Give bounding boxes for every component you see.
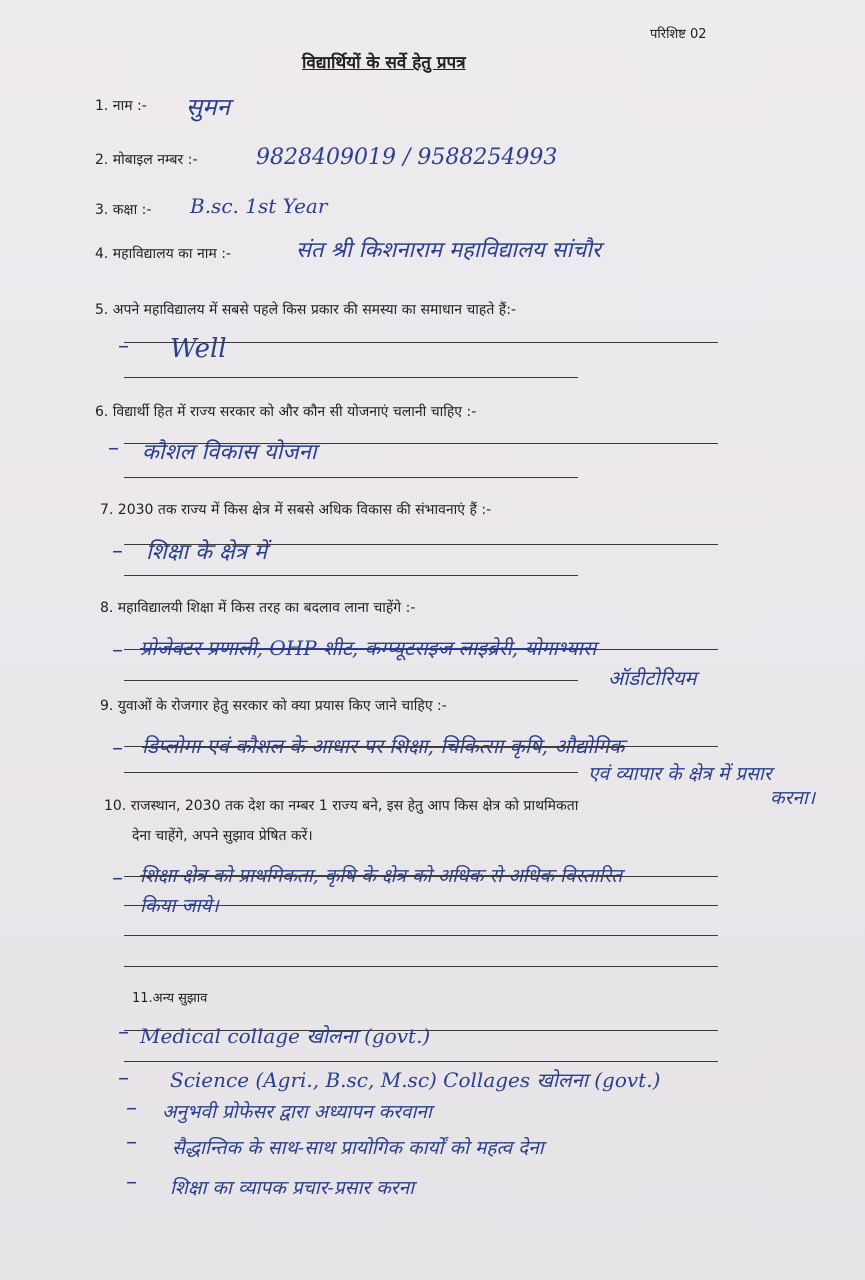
q10-label-line-1: 10. राजस्थान, 2030 तक देश का नम्बर 1 राज्य बने, इस हेतु आप किस क्षेत्र को प्राथमिकता [104,798,579,814]
q11-dash-4: – [126,1130,137,1155]
q10-answer-line-2 [124,905,718,906]
q6-answer-line-1 [124,443,718,444]
q8-answer-line-1 [124,649,718,650]
q10-label-line-2: देना चाहेंगे, अपने सुझाव प्रेषित करें। [132,828,313,844]
q10-dash: – [112,866,123,891]
q5-dash: – [118,334,129,359]
q5-answer-line-2 [124,377,578,378]
q8-answer: प्रोजेक्टर प्रणाली, OHP शीट, कम्प्यूटराइज लाइब्रेरी, योगाभ्यास [140,636,597,660]
q8-label: 8. महाविद्यालयी शिक्षा में किस तरह का बदलाव लाना चाहेंगे :- [100,600,416,616]
q11-label: 11.अन्य सुझाव [132,991,208,1006]
q6-label: 6. विद्यार्थी हित में राज्य सरकार को और कौन सी योजनाएं चलानी चाहिए :- [95,404,477,420]
q11-answer-1: Medical collage खोलना (govt.) [140,1024,431,1048]
q2-label: 2. मोबाइल नम्बर :- [95,152,198,168]
q6-answer: कौशल विकास योजना [142,440,317,465]
q5-label: 5. अपने महाविद्यालय में सबसे पहले किस प्रकार की समस्या का समाधान चाहते हैं:- [95,302,516,318]
q9-dash: – [112,736,123,761]
q1-label: 1. नाम :- [95,98,147,114]
q9-answer-line-1 [124,746,718,747]
q11-answer-3: अनुभवी प्रोफेसर द्वारा अध्यापन करवाना [162,1101,432,1123]
q4-label: 4. महाविद्यालय का नाम :- [95,246,231,262]
q8-answer-line-2 [124,680,578,681]
q3-label: 3. कक्षा :- [95,202,152,218]
q9-answer-line-2 [124,772,578,773]
q9-label: 9. युवाओं के रोजगार हेतु सरकार को क्या प्रयास किए जाने चाहिए :- [100,698,447,714]
form-title: विद्यार्थियों के सर्वे हेतु प्रपत्र [302,53,466,73]
q7-answer-line-2 [124,575,578,576]
q4-answer: संत श्री किशनाराम महाविद्यालय सांचौर [296,238,601,263]
q11-dash-3: – [126,1096,137,1121]
q5-answer: Well [170,334,227,364]
q10-answer-line-4 [124,966,718,967]
q7-answer: शिक्षा के क्षेत्र में [146,540,268,565]
q9-answer-continuation-1: एवं व्यापार के क्षेत्र में प्रसार [588,763,772,785]
q6-dash: – [108,436,119,461]
q11-answer-5: शिक्षा का व्यापक प्रचार-प्रसार करना [170,1177,415,1199]
q8-dash: – [112,638,123,663]
q11-answer-2: Science (Agri., B.sc, M.sc) Collages खोलना (govt.) [170,1068,661,1092]
q6-answer-line-2 [124,477,578,478]
q1-answer: सुमन [186,93,230,121]
q9-answer-continuation-2: करना। [770,787,816,809]
q7-label: 7. 2030 तक राज्य में किस क्षेत्र में सबसे अधिक विकास की संभावनाएं हैं :- [100,502,492,518]
q10-answer-line-1 [124,876,718,877]
q11-dash-5: – [126,1170,137,1195]
q8-answer-continuation: ऑडीटोरियम [608,666,697,690]
q11-answer-line-2 [124,1061,718,1062]
q10-answer-continuation: किया जाये। [140,895,219,917]
q5-answer-line-1 [124,342,718,343]
q7-answer-line-1 [124,544,718,545]
q11-dash-2: – [118,1066,129,1091]
q10-answer: शिक्षा क्षेत्र को प्राथमिकता, कृषि के क्षेत्र को अधिक से अधिक विस्तारित [140,865,623,887]
q2-answer: 9828409019 / 9588254993 [256,145,558,170]
q9-answer: डिप्लोमा एवं कौशल के आधार पर शिक्षा, चिकित्सा कृषि, औद्योगिक [142,734,625,758]
q11-dash-1: – [118,1020,129,1045]
q10-answer-line-3 [124,935,718,936]
appendix-label: परिशिष्ट 02 [650,27,707,42]
q7-dash: – [112,539,123,564]
q3-answer: B.sc. 1st Year [190,194,328,218]
q11-answer-4: सैद्धान्तिक के साथ-साथ प्रायोगिक कार्यों को महत्व देना [172,1137,544,1159]
